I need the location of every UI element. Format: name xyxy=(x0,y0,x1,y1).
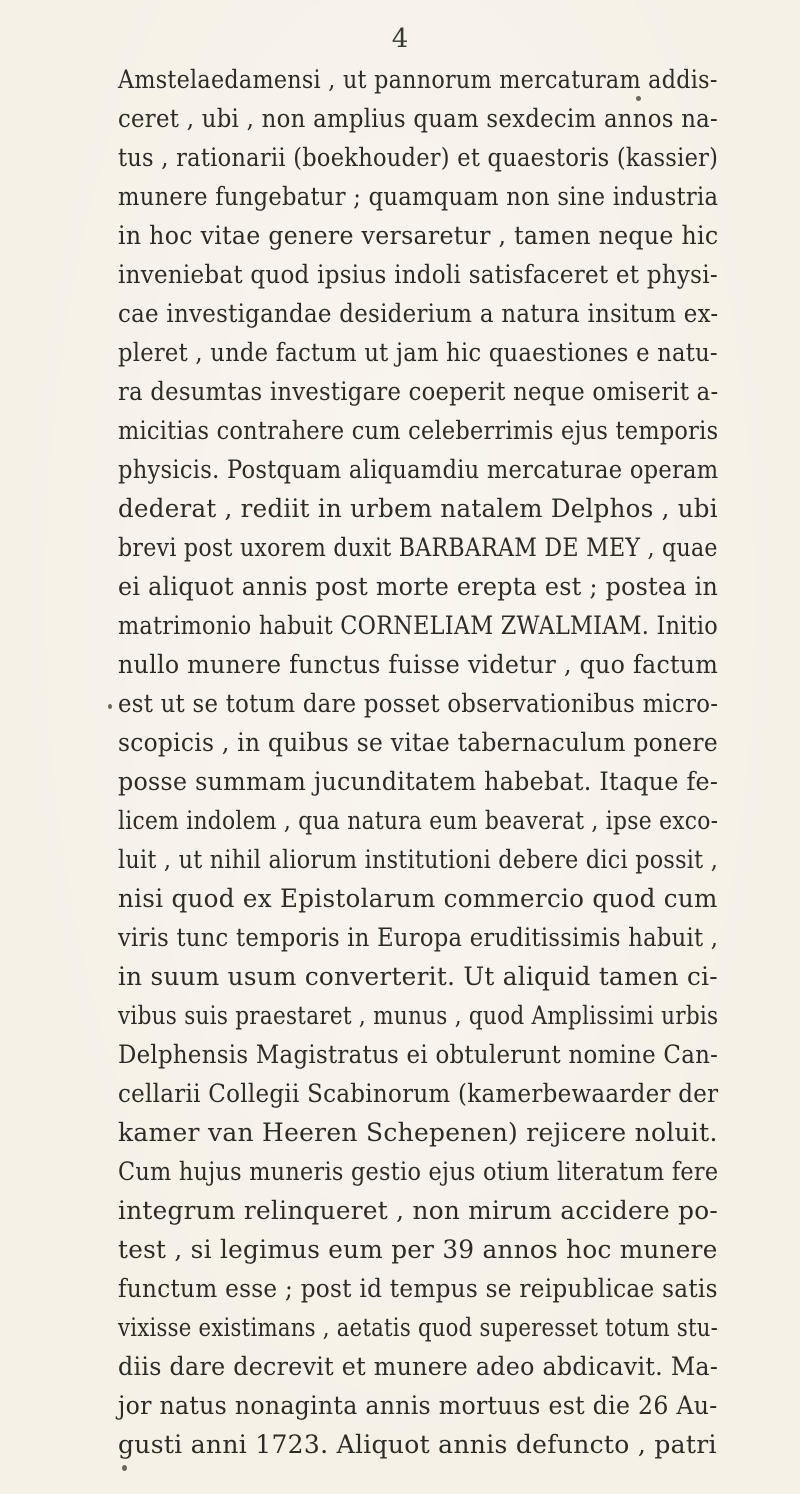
text-line: Amstelaedamensi , ut pannorum mercaturam addis- xyxy=(118,65,718,94)
text-line: kamer van Heeren Schepenen) rejicere noluit. xyxy=(118,1118,718,1147)
text-line: test , si legimus eum per 39 annos hoc munere xyxy=(118,1235,718,1264)
text-line: est ut se totum dare posset observationibus micro- xyxy=(118,689,719,718)
text-line: ei aliquot annis post morte erepta est ; postea in xyxy=(118,572,719,601)
text-line: licem indolem , qua natura eum beaverat , ipse exco- xyxy=(118,806,719,835)
text-line: Delphensis Magistratus ei obtulerunt nomine Can- xyxy=(118,1040,719,1069)
text-line: dederat , rediit in urbem natalem Delphos , ubi xyxy=(118,494,718,523)
text-line: gusti anni 1723. Aliquot annis defuncto , patri xyxy=(118,1430,717,1459)
text-line: inveniebat quod ipsius indoli satisfaceret et physi- xyxy=(118,260,718,289)
text-line: scopicis , in quibus se vitae tabernaculum ponere xyxy=(118,728,718,757)
text-line: in hoc vitae genere versaretur , tamen neque hic xyxy=(118,221,719,250)
text-line: brevi post uxorem duxit BARBARAM DE MEY , quae xyxy=(118,533,718,562)
text-line: micitias contrahere cum celeberrimis ejus temporis xyxy=(118,416,719,445)
text-line: integrum relinqueret , non mirum accidere po- xyxy=(118,1196,719,1225)
paper-speck xyxy=(122,1465,127,1471)
paper-speck xyxy=(636,96,641,101)
text-line: tus , rationarii (boekhouder) et quaestoris (kassier) xyxy=(118,143,719,172)
text-line: matrimonio habuit CORNELIAM ZWALMIAM. Initio xyxy=(118,611,719,640)
text-line: jor natus nonaginta annis mortuus est die 26 Au- xyxy=(118,1391,718,1420)
text-line: cellarii Collegii Scabinorum (kamerbewaarder der xyxy=(118,1079,719,1108)
text-line: in suum usum converterit. Ut aliquid tamen ci- xyxy=(118,962,718,991)
text-line: munere fungebatur ; quamquam non sine industria xyxy=(118,182,719,211)
text-line: viris tunc temporis in Europa eruditissimis habuit , xyxy=(118,923,719,952)
text-line: physicis. Postquam aliquamdiu mercaturae operam xyxy=(118,455,719,484)
text-line: ceret , ubi , non amplius quam sexdecim annos na- xyxy=(118,104,719,133)
text-line: posse summam jucunditatem habebat. Itaque fe- xyxy=(118,767,719,796)
text-line: luit , ut nihil aliorum institutioni debere dici possit , xyxy=(118,845,719,874)
text-line: ra desumtas investigare coeperit neque omiserit a- xyxy=(118,377,719,406)
text-line: vibus suis praestaret , munus , quod Amplissimi urbis xyxy=(118,1001,719,1030)
text-line: vixisse existimans , aetatis quod superesset totum stu- xyxy=(118,1313,719,1342)
text-line: nisi quod ex Epistolarum commercio quod cum xyxy=(118,884,718,913)
paper-speck xyxy=(108,704,112,709)
text-line: nullo munere functus fuisse videtur , quo factum xyxy=(118,650,719,679)
text-line: pleret , unde factum ut jam hic quaestiones e natu- xyxy=(118,338,718,367)
page-number: 4 xyxy=(391,24,409,54)
text-line: functum esse ; post id tempus se reipublicae satis xyxy=(118,1274,718,1303)
text-line: diis dare decrevit et munere adeo abdicavit. Ma- xyxy=(118,1352,719,1381)
text-line: cae investigandae desiderium a natura insitum ex- xyxy=(118,299,719,328)
text-line: Cum hujus muneris gestio ejus otium literatum fere xyxy=(118,1157,719,1186)
